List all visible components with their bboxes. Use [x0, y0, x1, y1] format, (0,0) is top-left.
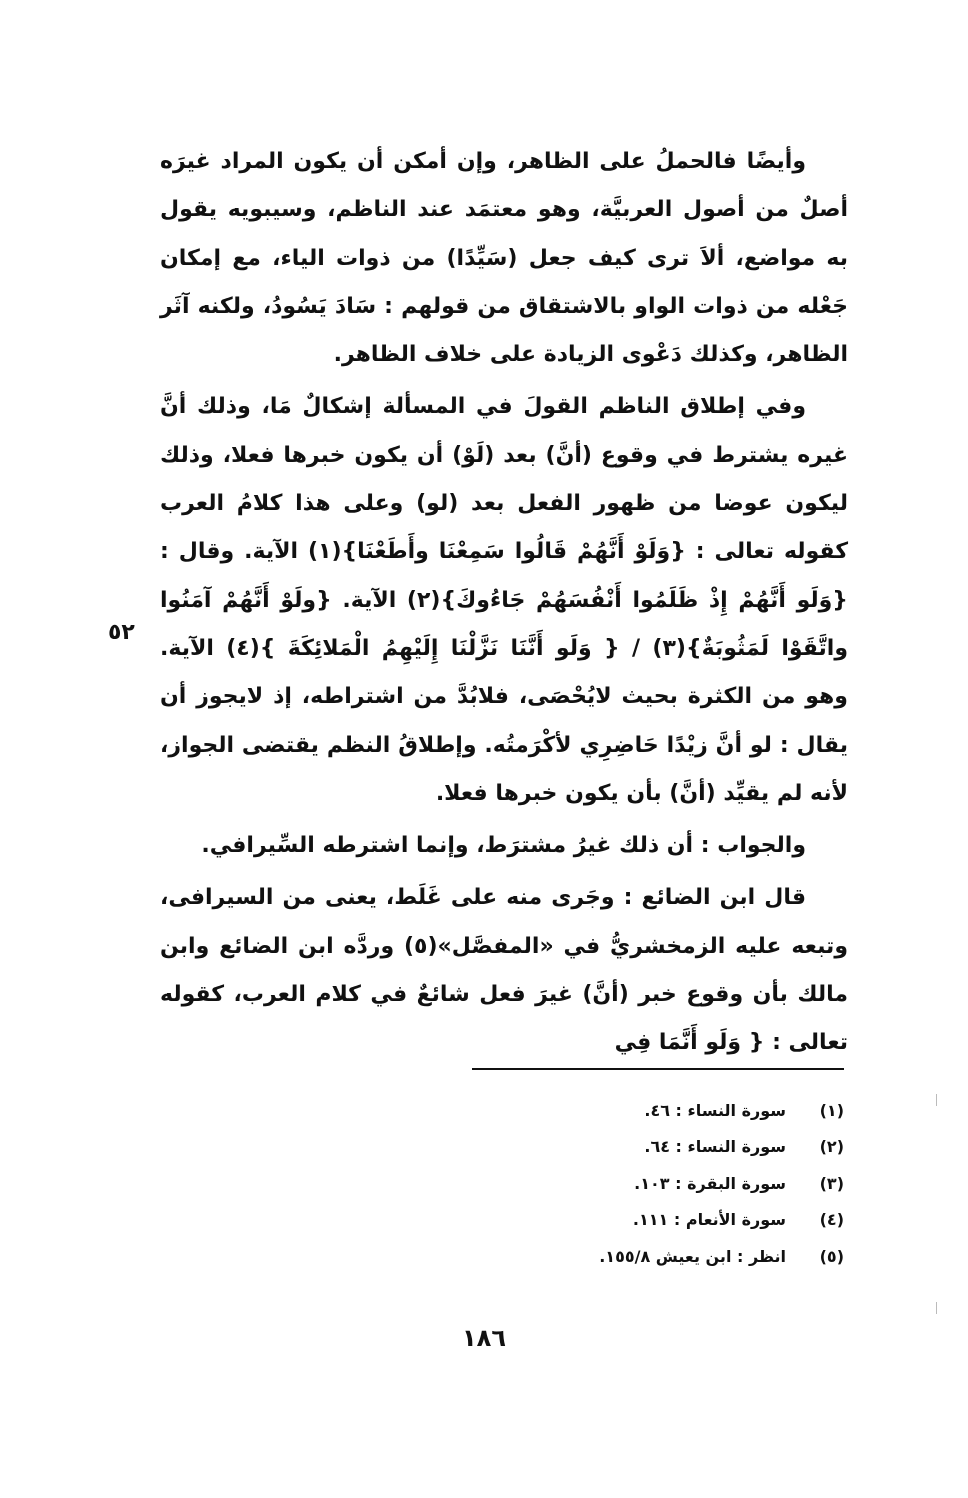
footnote-text: سورة النساء : ٤٦. [644, 1100, 786, 1120]
footnote-text: سورة النساء : ٦٤. [644, 1137, 786, 1157]
paragraph: وأيضًا فالحملُ على الظاهر، وإن أمكن أن يكون المراد غيرَه أصلٌ من أصول العربيَّة، وهو معتمَد عند الناظم، وسيبويه يقول به مواضع، ألاَ ترى كيف جعل (سَيِّدًا) من ذوات الياء، مع إمكان جَعْله من ذوات الواو بالاشتقاق من قولهم : سَادَ يَسُودُ، ولكنه آثَر الظاهر، وكذلك دَعْوى الزيادة على خلاف الظاهر. [160, 149, 848, 368]
footnote-text: انظر : ابن يعيش ١٥٥/٨. [599, 1246, 786, 1266]
scan-mark [936, 1094, 937, 1106]
footnote-item [444, 1129, 844, 1166]
scan-mark [936, 1302, 937, 1314]
footnote-item [444, 1238, 844, 1275]
footnote-item [444, 1092, 844, 1129]
footnote-number: (١) [819, 1100, 844, 1120]
main-text [160, 138, 848, 1068]
footnote-number: (٢) [819, 1137, 844, 1157]
paragraph: وفي إطلاق الناظم القولَ في المسألة إشكالٌ مَا، وذلك أنَّ غيره يشترط في وقوع (أنَّ) بعد (لَوْ) أن يكون خبرها فعلا، وذلك ليكون عوضا من ظهور الفعل بعد (لو) وعلى هذا كلامُ العرب كقوله تعالى : {وَلَوْ أَنَّهُمْ قَالُوا سَمِعْنَا وأَطَعْنَا}(١) الآية. وقال : {وَلَو أَنَّهُمْ إِذْ ظَلَمُوا أَنْفُسَهُمْ جَاءُوكَ}(٢) الآية. {ولَوْ أَنَّهُمْ آمَنُوا واتَّقَوْا لَمَثُوبَةٌ}(٣) / { وَلَو أَنَّنَا نَزَّلْنَا إِلَيْهِمُ الْمَلائِكَةَ }(٤) الآية. وهو من الكثرة بحيث لايُحْصَى، فلابُدَّ من اشتراطه، إذ لايجوز أن يقال : لو أنَّ زيْدًا حَاضِرِي لأكْرَمتُه. وإطلاقُ النظم يقتضى الجواز، لأنه لم يقيِّد (أنَّ) بأن يكون خبرها فعلا. [160, 394, 849, 806]
footnote-number: (٣) [819, 1173, 844, 1193]
paragraph: قال ابن الضائع : وجَرى منه على غَلَط، يعنى من السيرافى، وتبعه عليه الزمخشريُّ في «المفصَّل»(٥) وردَّه ابن الضائع وابن مالك بأن وقوع خبر (أنَّ) غيرَ فعل شائعٌ في كلام العرب، كقوله تعالى : { وَلَو أَنَّمَا فِي [160, 885, 848, 1056]
footnote-number: (٥) [819, 1246, 844, 1266]
manuscript-folio-number: ٥٢ [108, 620, 135, 645]
footnotes [444, 1092, 844, 1275]
footnote-item [444, 1165, 844, 1202]
footnote-separator [472, 1068, 844, 1070]
footnote-number: (٤) [819, 1210, 844, 1230]
page-number: ١٨٦ [462, 1324, 506, 1352]
footnote-item [444, 1202, 844, 1239]
footnote-text: سورة البقرة : ١٠٣. [634, 1173, 786, 1193]
paragraph: والجواب : أن ذلك غيرُ مشترَط، وإنما اشترطه السِّيرافي. [201, 833, 806, 859]
footnote-text: سورة الأنعام : ١١١. [632, 1210, 786, 1230]
